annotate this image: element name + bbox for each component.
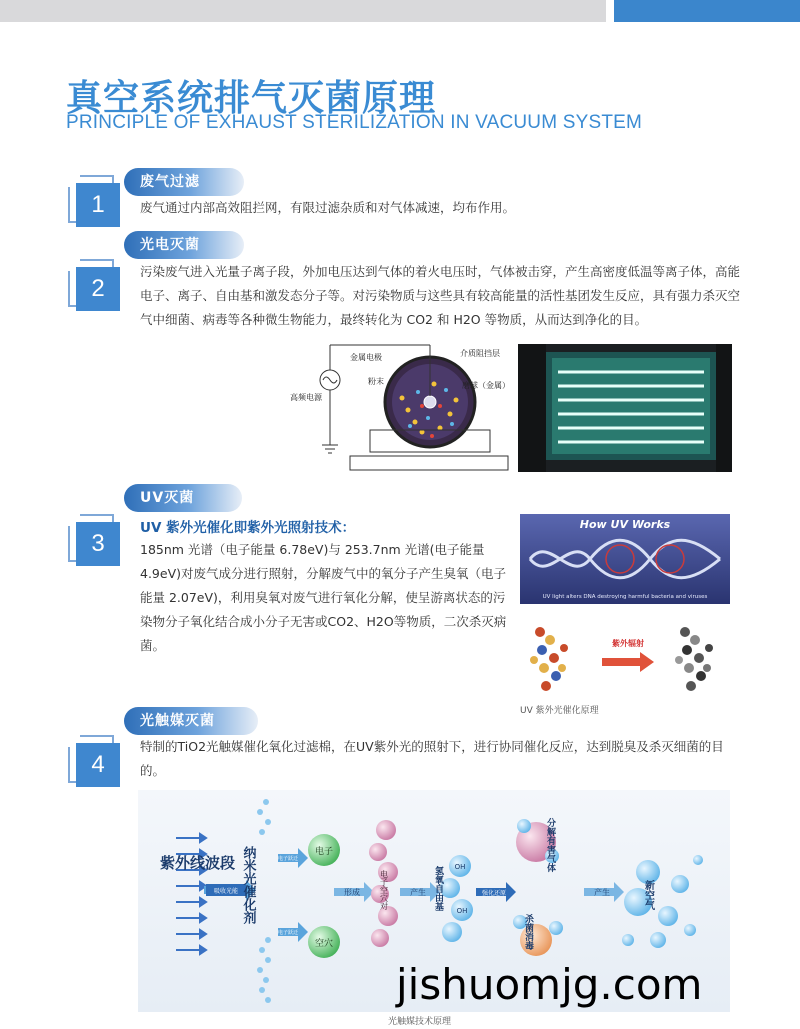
oh-label-2: OH bbox=[456, 907, 468, 915]
section-1-heading: 废气过滤 bbox=[124, 168, 244, 196]
section-2-text: 污染废气进入光量子离子段，外加电压达到气体的着火电压时，气体被击穿，产生高密度低温等离子体，高能电子、离子、自由基和激发态分子等。对污染物质与这些具有较高能量的活性基团发生反应，具有强力杀灭空气中细菌、病毒等各种微生物能力，最终转化为 CO2 和 H2O 等物质，从而达到净化的目。 bbox=[140, 264, 741, 327]
absorb-label: 吸收光能 bbox=[213, 888, 239, 895]
label-dielectric: 介质阻挡层 bbox=[460, 349, 500, 358]
produce2-label: 产生 bbox=[594, 888, 610, 897]
nano-label: 纳米光催化剂 bbox=[240, 846, 256, 924]
h-jump-label: 电子跃迁 bbox=[277, 930, 299, 936]
how-uv-works-title: How UV Works bbox=[579, 518, 671, 531]
section-2-heading: 光电灭菌 bbox=[124, 231, 244, 259]
uv-band-label: 紫外线波段 bbox=[160, 854, 236, 872]
pair-label: 电子空穴对 bbox=[379, 870, 389, 910]
section-3-caption: UV 紫外光催化原理 bbox=[520, 706, 599, 716]
e-jump-label: 电子跃迁 bbox=[277, 856, 299, 862]
section-1-number: 1 bbox=[76, 183, 120, 227]
section-3-text: 185nm 光谱（电子能量 6.78eV)与 253.7nm 光谱(电子能量 4.9eV)对废气成分进行照射，分解废气中的氧分子产生臭氧（电子能量 2.07eV)，利用臭氧对废气进行氧化分解，使呈游离状态的污染物分子氧化结合成小分子无害或CO2、H2O等物质，二次杀灭病菌。 bbox=[140, 542, 507, 653]
electron-label: 电子 bbox=[314, 847, 334, 857]
section-4-number: 4 bbox=[76, 743, 120, 787]
label-grinding-ball: 磨球（金属） bbox=[462, 381, 510, 390]
section-4-number-box bbox=[68, 735, 114, 783]
section-2-number: 2 bbox=[76, 267, 120, 311]
watermark: jishuomjg.com bbox=[396, 960, 703, 1009]
label-metal-electrode: 金属电极 bbox=[350, 353, 382, 362]
section-4-heading: 光触媒灭菌 bbox=[124, 707, 258, 735]
section-3-subheading: UV 紫外光催化即紫外光照射技术： bbox=[140, 520, 356, 536]
section-4-caption: 光触媒技术原理 bbox=[388, 1017, 452, 1027]
radical-label: 氢氧自由基 bbox=[433, 866, 443, 911]
decompose-label: 分解有害气体 bbox=[545, 818, 555, 872]
fresh-air-label: 新空气 bbox=[642, 880, 654, 910]
section-3-number: 3 bbox=[76, 522, 120, 566]
label-hf-power: 高频电源 bbox=[290, 393, 322, 402]
top-gray-bar bbox=[0, 0, 606, 22]
uv-lamp-photo bbox=[518, 344, 732, 472]
dna-uv-image bbox=[520, 612, 730, 702]
page-subtitle: PRINCIPLE OF EXHAUST STERILIZATION IN VACUUM SYSTEM bbox=[66, 112, 643, 133]
page-title: 真空系统排气灭菌原理 bbox=[66, 78, 437, 119]
section-4-text: 特制的TiO2光触媒催化氧化过滤棉，在UV紫外光的照射下，进行协同催化反应，达到脱臭及杀灭细菌的目的。 bbox=[140, 739, 724, 778]
section-2-number-box bbox=[68, 259, 114, 307]
how-uv-works-note: UV light alters DNA destroying harmful bacteria and viruses bbox=[542, 594, 708, 600]
strong-ox-label: 强化还原 bbox=[481, 890, 507, 897]
section-1-text: 废气通过内部高效阻拦网，有限过滤杂质和对气体减速，均布作用。 bbox=[140, 200, 516, 215]
oh-label-1: OH bbox=[454, 863, 466, 871]
plasma-diagram bbox=[290, 340, 510, 475]
section-1-number-box bbox=[68, 175, 114, 223]
label-powder: 粉末 bbox=[368, 377, 384, 386]
uv-arrow-label: 紫外辐射 bbox=[612, 639, 644, 648]
hole-label: 空穴 bbox=[314, 939, 334, 949]
top-blue-bar bbox=[614, 0, 800, 22]
form-label: 形成 bbox=[344, 888, 360, 897]
section-3-heading: UV灭菌 bbox=[124, 484, 242, 512]
sterilize-label: 杀菌消毒 bbox=[523, 914, 533, 950]
produce1-label: 产生 bbox=[410, 888, 426, 897]
section-3-number-box bbox=[68, 514, 114, 562]
how-uv-works-image bbox=[520, 514, 730, 604]
